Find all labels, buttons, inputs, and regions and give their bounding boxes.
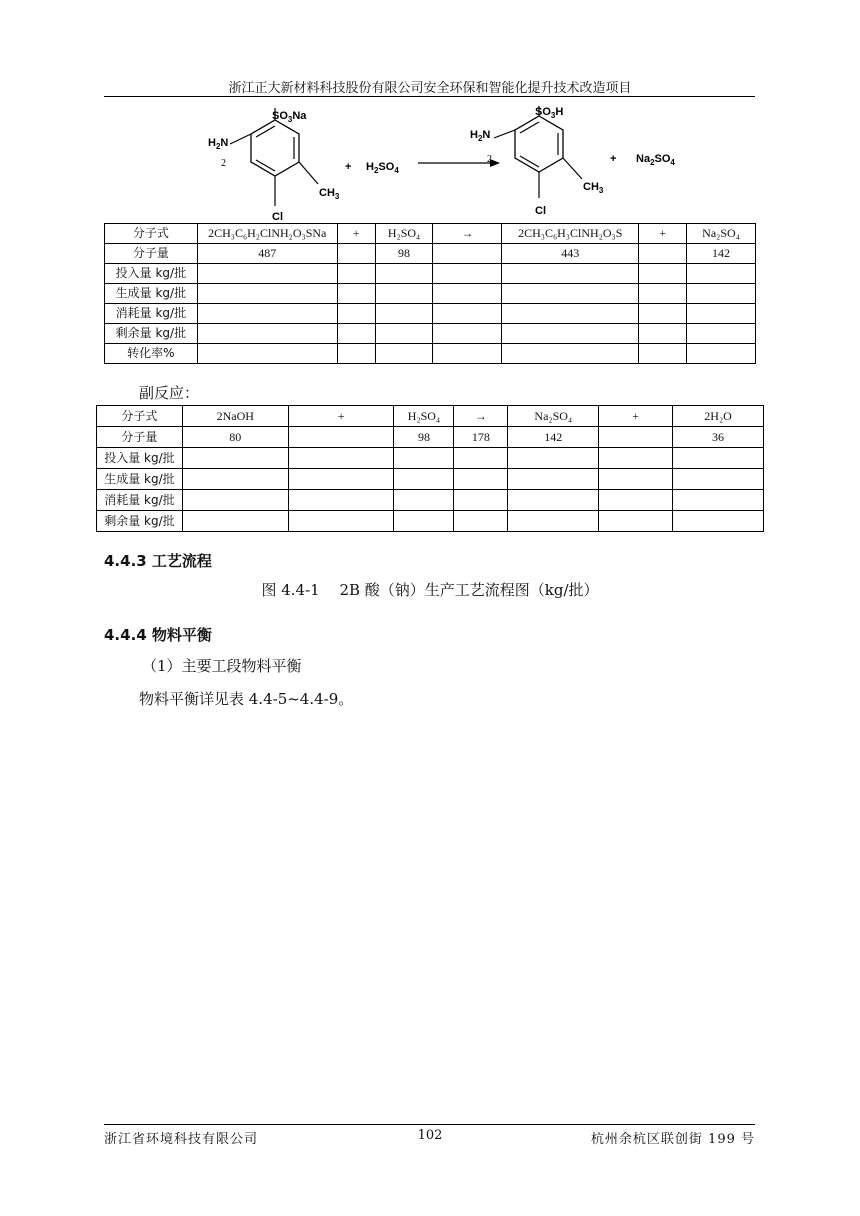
- table-row: [105, 244, 756, 264]
- table-cell: [375, 284, 433, 304]
- table-cell: +: [288, 406, 394, 427]
- table-cell: [375, 344, 433, 364]
- table-cell: [288, 448, 394, 469]
- table-cell: [502, 344, 639, 364]
- reagent-label: $H_2SO_4$: [366, 161, 399, 175]
- side-table-body: [97, 406, 764, 532]
- table-cell: [197, 284, 337, 304]
- table-cell: [433, 344, 502, 364]
- table-cell: [182, 448, 288, 469]
- table-cell: 2H₂O: [673, 406, 764, 427]
- table-cell: [599, 469, 673, 490]
- table-cell: +: [639, 224, 687, 244]
- table-cell: [288, 490, 394, 511]
- table-cell: 178: [454, 427, 508, 448]
- table-cell: →: [454, 406, 508, 427]
- row-label-cell: 消耗量 kg/批: [97, 490, 183, 511]
- table-cell: [502, 264, 639, 284]
- table-cell: [337, 264, 375, 284]
- table-cell: [394, 490, 454, 511]
- table-cell: [375, 264, 433, 284]
- header-rule: [104, 96, 755, 97]
- table-cell: 142: [687, 244, 756, 264]
- table-cell: [337, 304, 375, 324]
- byproduct-label: $Na_2SO_4$: [636, 153, 675, 167]
- reactant-structure: [208, 108, 340, 222]
- row-label-cell: 生成量 kg/批: [105, 284, 198, 304]
- table-row: [97, 406, 764, 427]
- table-row: [97, 427, 764, 448]
- table-cell: [433, 304, 502, 324]
- table-cell: [433, 324, 502, 344]
- row-label-cell: 剩余量 kg/批: [97, 511, 183, 532]
- table-cell: [687, 304, 756, 324]
- reactant-coefficient: 2: [221, 158, 226, 169]
- table-cell: 80: [182, 427, 288, 448]
- table-cell: H₂SO₄: [375, 224, 433, 244]
- table-row: [105, 264, 756, 284]
- table-row: [97, 469, 764, 490]
- table-cell: [337, 284, 375, 304]
- row-label-cell: 消耗量 kg/批: [105, 304, 198, 324]
- table-cell: [639, 344, 687, 364]
- table-cell: [433, 284, 502, 304]
- table-cell: 98: [394, 427, 454, 448]
- table-cell: [687, 324, 756, 344]
- reactant-amine-label: $H_2N$: [208, 137, 229, 151]
- table-cell: [599, 511, 673, 532]
- table-cell: [197, 324, 337, 344]
- table-cell: [182, 490, 288, 511]
- table-cell: [639, 244, 687, 264]
- table-row: [105, 324, 756, 344]
- table-row: [97, 448, 764, 469]
- table-cell: 2NaOH: [182, 406, 288, 427]
- table-cell: [394, 469, 454, 490]
- table-cell: +: [599, 406, 673, 427]
- table-cell: [599, 427, 673, 448]
- table-cell: [454, 469, 508, 490]
- table-row: [105, 304, 756, 324]
- table-cell: 36: [673, 427, 764, 448]
- table-cell: 98: [375, 244, 433, 264]
- main-table-body: [105, 224, 756, 364]
- table-row: [97, 490, 764, 511]
- table-cell: +: [337, 224, 375, 244]
- plus-sign-1: +: [345, 161, 352, 173]
- table-row: [97, 511, 764, 532]
- table-cell: [197, 344, 337, 364]
- table-row: [105, 344, 756, 364]
- product-chloro-label: Cl: [535, 205, 546, 217]
- table-cell: 443: [502, 244, 639, 264]
- table-cell: [639, 264, 687, 284]
- side-reaction-title: 副反应：: [139, 384, 200, 402]
- table-cell: [639, 304, 687, 324]
- product-structure: [470, 106, 604, 217]
- table-cell: [337, 324, 375, 344]
- row-label-cell: 分子式: [97, 406, 183, 427]
- table-cell: [687, 284, 756, 304]
- table-row: [105, 224, 756, 244]
- table-cell: [375, 304, 433, 324]
- row-label-cell: 投入量 kg/批: [97, 448, 183, 469]
- table-cell: [502, 304, 639, 324]
- table-cell: [508, 490, 599, 511]
- reactant-sulfonate-label: $SO_3Na$: [272, 110, 307, 124]
- table-cell: [197, 264, 337, 284]
- product-amine-label: $H_2N$: [470, 129, 491, 143]
- table-cell: [454, 511, 508, 532]
- table-cell: [433, 264, 502, 284]
- table-cell: [639, 284, 687, 304]
- table-cell: [288, 427, 394, 448]
- table-cell: Na₂SO₄: [508, 406, 599, 427]
- table-cell: [182, 511, 288, 532]
- table-cell: Na₂SO₄: [687, 224, 756, 244]
- table-cell: [508, 511, 599, 532]
- footer-rule: [104, 1124, 755, 1125]
- reactant-chloro-label: Cl: [272, 211, 283, 222]
- paragraph-balance-reference: 物料平衡详见表 4.4-5~4.4-9。: [139, 690, 354, 708]
- table-cell: [433, 244, 502, 264]
- table-cell: [337, 344, 375, 364]
- table-cell: →: [433, 224, 502, 244]
- table-cell: [639, 324, 687, 344]
- footer-address: 杭州余杭区联创街 199 号: [590, 1132, 755, 1147]
- plus-sign-2: +: [610, 153, 617, 165]
- table-cell: [394, 448, 454, 469]
- footer-company: 浙江省环境科技有限公司: [104, 1132, 259, 1147]
- row-label-cell: 剩余量 kg/批: [105, 324, 198, 344]
- footer-page-number: 102: [417, 1128, 443, 1143]
- table-cell: [394, 511, 454, 532]
- reactant-methyl-label: $CH_3$: [319, 187, 340, 201]
- table-cell: [673, 448, 764, 469]
- table-cell: [182, 469, 288, 490]
- table-cell: H₂SO₄: [394, 406, 454, 427]
- table-cell: [599, 490, 673, 511]
- table-cell: [687, 264, 756, 284]
- table-cell: [508, 469, 599, 490]
- table-cell: [502, 284, 639, 304]
- section-heading-4-4-3: 4.4.3 工艺流程: [104, 552, 212, 570]
- table-cell: [508, 448, 599, 469]
- product-methyl-label: $CH_3$: [583, 181, 604, 195]
- table-cell: [454, 490, 508, 511]
- row-label-cell: 生成量 kg/批: [97, 469, 183, 490]
- table-cell: [454, 448, 508, 469]
- main-reaction-table: [104, 223, 756, 364]
- table-cell: [673, 490, 764, 511]
- table-cell: [288, 511, 394, 532]
- product-sulfonic-label: $SO_3H$: [535, 106, 564, 120]
- row-label-cell: 分子量: [97, 427, 183, 448]
- table-cell: 142: [508, 427, 599, 448]
- table-cell: [599, 448, 673, 469]
- table-cell: [673, 469, 764, 490]
- table-cell: 2CH₃C₆H₂ClNH₂O₃SNa: [197, 224, 337, 244]
- row-label-cell: 转化率%: [105, 344, 198, 364]
- table-row: [105, 284, 756, 304]
- side-reaction-table: [96, 405, 764, 532]
- table-cell: [673, 511, 764, 532]
- figure-caption: 图 4.4-1 2B 酸（钠）生产工艺流程图（kg/批）: [261, 581, 599, 599]
- table-cell: [687, 344, 756, 364]
- table-cell: [502, 324, 639, 344]
- reaction-scheme: [190, 100, 710, 222]
- section-heading-4-4-4: 4.4.4 物料平衡: [104, 626, 212, 644]
- header-title: 浙江正大新材料科技股份有限公司安全环保和智能化提升技术改造项目: [228, 81, 632, 96]
- row-label-cell: 分子量: [105, 244, 198, 264]
- table-cell: [375, 324, 433, 344]
- table-cell: 2CH₃C₆H₃ClNH₂O₃S: [502, 224, 639, 244]
- paragraph-main-balance: （1）主要工段物料平衡: [142, 657, 302, 675]
- row-label-cell: 投入量 kg/批: [105, 264, 198, 284]
- product-coefficient: 2: [487, 154, 492, 165]
- row-label-cell: 分子式: [105, 224, 198, 244]
- table-cell: 487: [197, 244, 337, 264]
- table-cell: [288, 469, 394, 490]
- table-cell: [337, 244, 375, 264]
- table-cell: [197, 304, 337, 324]
